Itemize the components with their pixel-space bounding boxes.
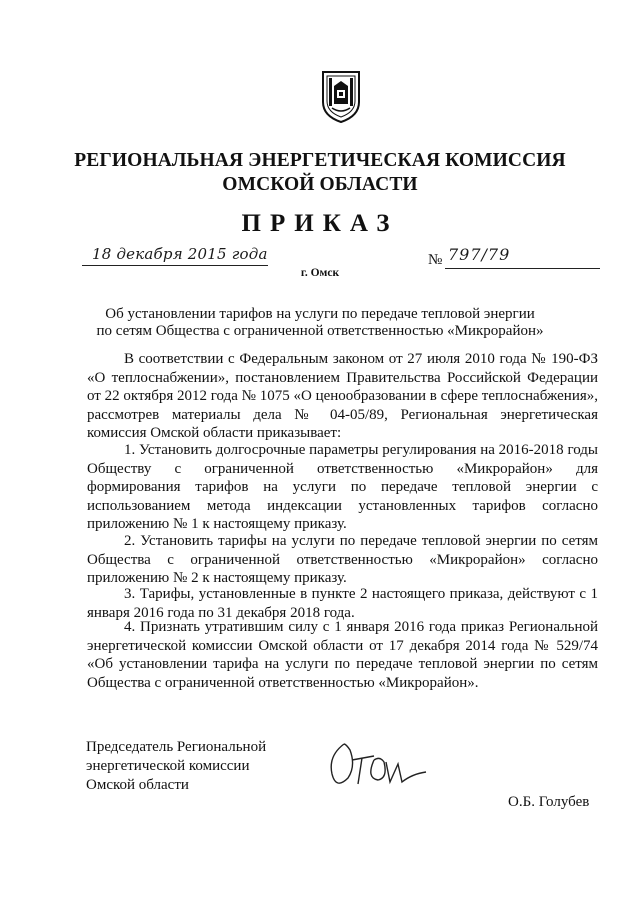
handwritten-order-number: 797/79: [448, 245, 511, 264]
signatory-title-line1: Председатель Региональной: [86, 739, 267, 755]
handwritten-signature: [322, 738, 430, 794]
order-item-2: 2. Установить тарифы на услуги по передаче тепловой энергии по сетям Общества с ограниченной ответственностью «Микрорайон» согласно приложению № 2 к настоящему приказу.: [87, 533, 598, 586]
order-item-4: 4. Признать утратившим силу с 1 января 2016 года приказ Региональной энергетической комиссии Омской области от 17 декабря 2014 года № 529/74 «Об установлении тарифа на услуги по передаче тепловой энергии по сетям Общества с ограниченной ответственностью «Микрорайон».: [87, 619, 598, 691]
signatory-title-line3: Омской области: [86, 777, 189, 793]
signatory-title: [86, 738, 286, 795]
coat-of-arms-emblem: [320, 68, 362, 124]
city-label: г. Омск: [300, 267, 340, 279]
document-type-title: ПРИКАЗ: [241, 210, 399, 237]
subject-line2: по сетям Общества с ограниченной ответственностью «Микрорайон»: [96, 323, 544, 339]
number-sign: №: [428, 252, 443, 268]
date-underline: [82, 265, 268, 266]
order-item-3: 3. Тарифы, установленные в пункте 2 настоящего приказа, действуют с 1 января 2016 года по 31 декабря 2018 года.: [87, 586, 598, 621]
handwritten-date: 18 декабря 2015 года: [92, 245, 268, 263]
preamble-paragraph: В соответствии с Федеральным законом от 27 июля 2010 года № 190-ФЗ «О теплоснабжении», постановлением Правительства Российской Федерации от 22 октября 2012 года № 1075 «О ценообразовании в сфере теплоснабжения», рассмотрев материалы дела № 04-05/89, Региональная энергетическая комиссия Омской области приказывает:: [87, 351, 598, 441]
signatory-title-line2: энергетической комиссии: [86, 758, 250, 774]
organization-name-line2: ОМСКОЙ ОБЛАСТИ: [222, 174, 418, 195]
subject-line1: Об установлении тарифов на услуги по передаче тепловой энергии: [105, 306, 535, 322]
organization-name-line1: РЕГИОНАЛЬНАЯ ЭНЕРГЕТИЧЕСКАЯ КОМИССИЯ: [74, 150, 566, 171]
signatory-name: О.Б. Голубев: [508, 794, 590, 810]
order-item-1: 1. Установить долгосрочные параметры регулирования на 2016-2018 годы Обществу с ограниченной ответственностью «Микрорайон» для формирования тарифов на услуги по передаче тепловой энергии с использованием метода индексации установленных тарифов согласно приложению № 1 к настоящему приказу.: [87, 442, 598, 532]
